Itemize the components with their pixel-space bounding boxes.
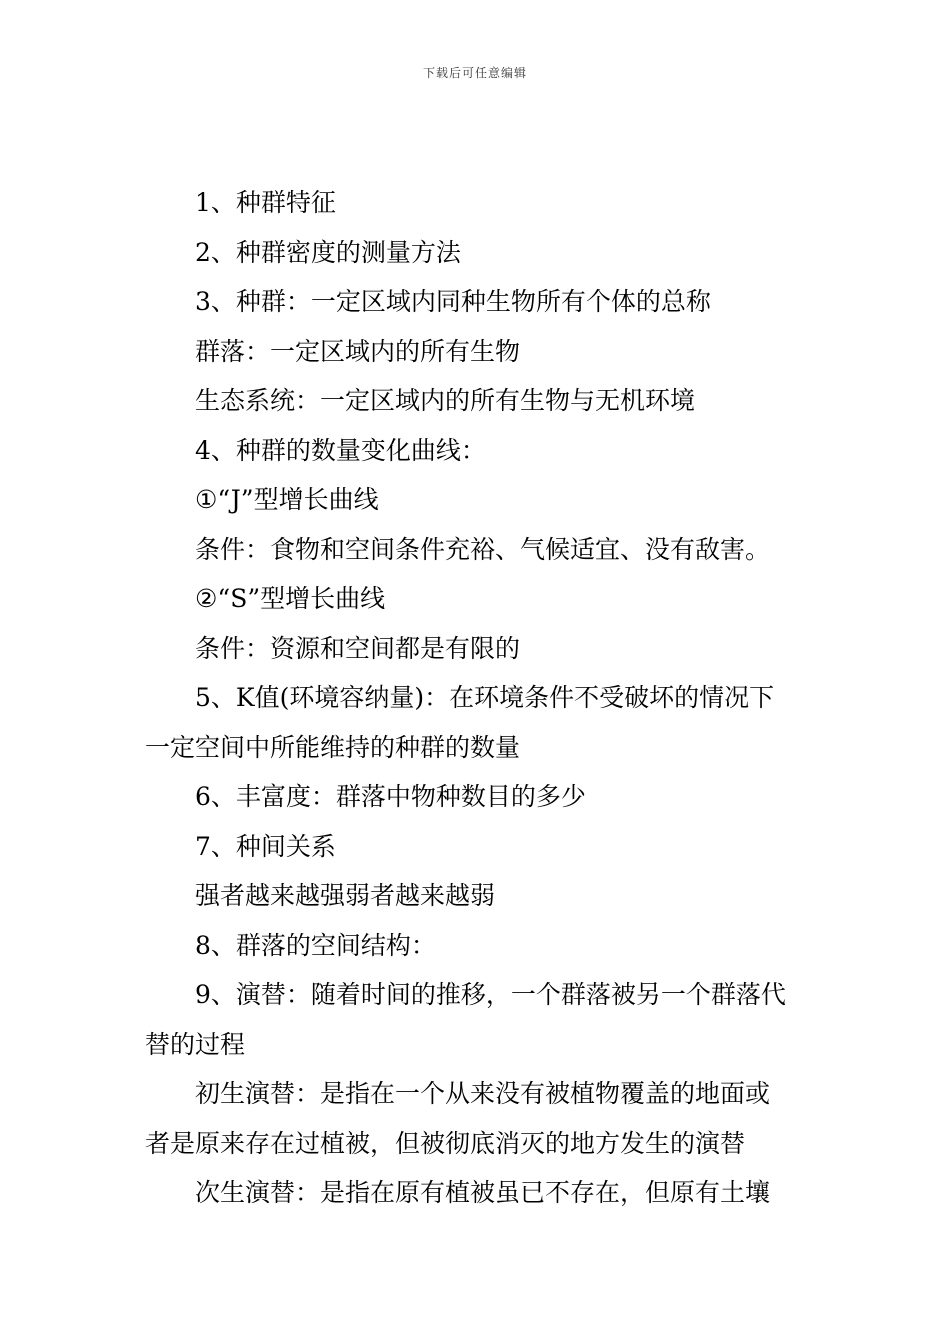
text-line-3: 3、种群：一定区域内同种生物所有个体的总称 — [195, 287, 711, 316]
text-line-10: 条件：资源和空间都是有限的 — [195, 633, 521, 663]
text-line-15: 强者越来越强弱者越来越弱 — [195, 881, 496, 910]
text-line-9: ②“S”型增长曲线 — [195, 584, 386, 613]
text-line-6: 4、种群的数量变化曲线： — [195, 435, 486, 465]
page-header-note: 下载后可任意编辑 — [422, 66, 527, 80]
text-line-1: 1、种群特征 — [195, 188, 336, 217]
text-line-8: 条件：食物和空间条件充裕、气候适宜、没有敌害。 — [195, 534, 771, 564]
text-line-2: 2、种群密度的测量方法 — [195, 237, 461, 267]
text-line-11: 5、K值(环境容纳量)：在环境条件不受破坏的情况下 — [195, 683, 775, 712]
text-line-7: ①“J”型增长曲线 — [195, 485, 379, 514]
text-line-12: 一定空间中所能维持的种群的数量 — [145, 732, 521, 762]
text-line-20: 者是原来存在过植被，但被彻底消灭的地方发生的演替 — [145, 1128, 746, 1158]
text-line-17: 9、演替：随着时间的推移，一个群落被另一个群落代 — [195, 980, 786, 1009]
text-line-14: 7、种间关系 — [195, 831, 336, 861]
document-body — [145, 178, 807, 1218]
text-line-13: 6、丰富度：群落中物种数目的多少 — [195, 782, 586, 811]
text-line-5: 生态系统：一定区域内的所有生物与无机环境 — [195, 386, 696, 415]
text-line-18: 替的过程 — [145, 1029, 246, 1059]
text-line-16: 8、群落的空间结构： — [195, 930, 436, 960]
text-line-4: 群落：一定区域内的所有生物 — [195, 336, 521, 366]
text-line-19: 初生演替：是指在一个从来没有被植物覆盖的地面或 — [195, 1079, 771, 1108]
text-line-21: 次生演替：是指在原有植被虽已不存在，但原有土壤 — [195, 1178, 771, 1207]
